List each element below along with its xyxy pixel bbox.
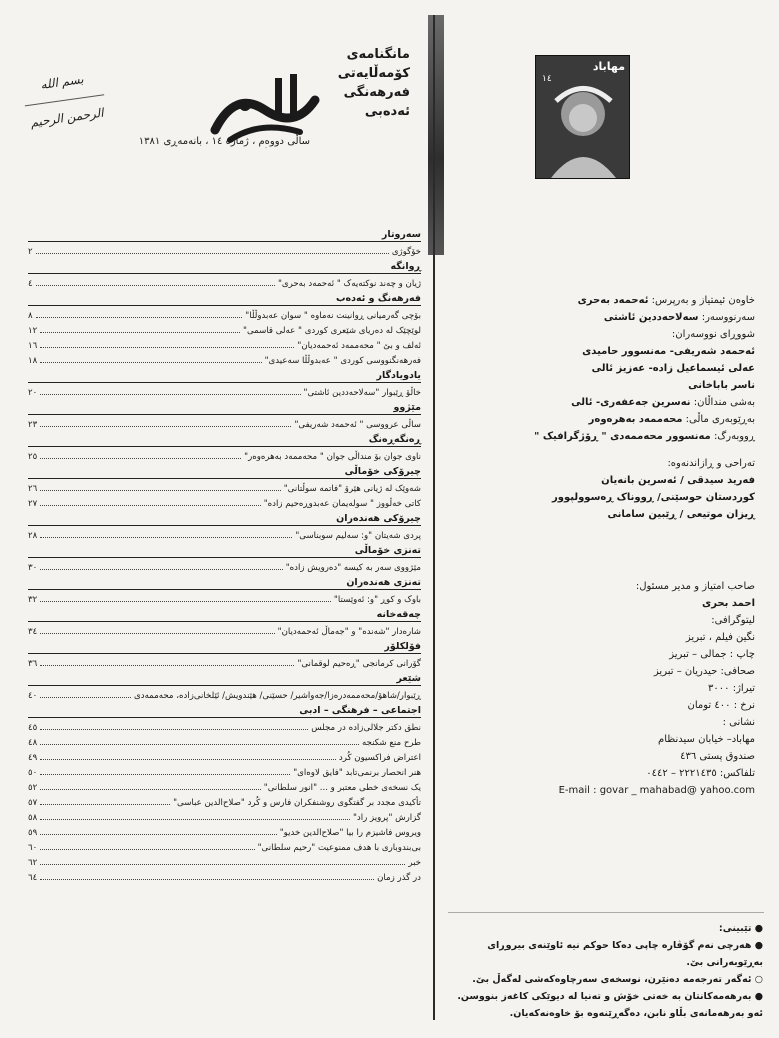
toc-entry[interactable]: [28, 794, 421, 808]
toc-section: [28, 606, 421, 637]
staff-row: سەرنووسەر: سەلاحەددین ئاشتی: [603, 312, 755, 323]
circulation-info: تیراژ: ٣٠٠٠: [708, 683, 755, 694]
notes-separator: [448, 912, 764, 913]
staff-row: ناسر باباخانی: [688, 380, 755, 391]
toc-entry-page: ٥٠: [28, 768, 38, 778]
toc-leader-dots: [40, 505, 260, 506]
title-line: کۆمەڵایەتی: [337, 66, 410, 81]
bismillah-calligraphy: بسم الله الرحمن الرحیم: [20, 59, 104, 107]
toc-section: [28, 510, 421, 541]
toc-entry-title: ساڵی عرووسی " ئەحمەد شەریفی": [294, 420, 421, 430]
print-info: چاپ : جمالی – تبریز: [669, 649, 755, 660]
toc-leader-dots: [40, 744, 359, 745]
toc-entry-title: بۆچی گەرمیانی ڕوانینت نەماوە " سوان عەبدوڵڵا": [245, 311, 421, 321]
staff-row: خاوەن ئیمتیاز و بەرپرس: ئەحمەد بەحری: [577, 295, 755, 306]
staff-row: بەڕێوبەری ماڵی: محەممەد بەهرەوەر: [588, 414, 755, 425]
toc-section-rule: [28, 621, 421, 622]
address-value: مهاباد– خیابان سیدنظام: [658, 734, 755, 745]
toc-entry[interactable]: [28, 719, 421, 733]
toc-entry-page: ١٦: [28, 341, 38, 351]
toc-leader-dots: [40, 362, 261, 363]
magazine-subtitle: [250, 45, 410, 121]
toc-section-heading: سەروتار: [381, 229, 421, 240]
toc-entry[interactable]: [28, 824, 421, 838]
toc-entry-title: خبر: [408, 858, 421, 868]
toc-entry-title: فەرهەنگنووسی کوردی " عەبدوڵڵا سەعیدی": [264, 356, 421, 366]
telfax-value: تلفاکس: ٢٢٢١٤٣٥ – ٠٤٤٢: [646, 768, 755, 779]
binding-info: صحافی: حیدریان – تبریز: [653, 666, 755, 677]
table-of-contents: [28, 225, 421, 883]
note-item: ● هەرچی نەم گۆڤارە چاپی دەکا حوکم نیە ئاوێنەی بیروڕای بەڕێوبەرانی بێ.: [487, 940, 763, 968]
owner-label: صاحب امتیاز و مدیر مسئول:: [635, 581, 755, 592]
toc-leader-dots: [40, 834, 276, 835]
toc-entry-page: ٤٩: [28, 753, 38, 763]
cover-image: [535, 55, 630, 179]
toc-entry[interactable]: [28, 243, 421, 257]
toc-entry-page: ٢٦: [28, 484, 38, 494]
toc-entry[interactable]: [28, 591, 421, 605]
toc-section: [28, 367, 421, 398]
staff-credits: [450, 292, 755, 523]
toc-entry-page: ٣٠: [28, 563, 38, 573]
toc-entry-title: کاتی خەڵووز " سولەیمان عەبدوڕەحیم زادە": [263, 499, 421, 509]
toc-section: [28, 431, 421, 462]
toc-leader-dots: [40, 804, 170, 805]
toc-entry-title: خۆگوژی: [391, 247, 421, 257]
price-info: نرخ : ٤٠٠ تومان: [687, 700, 755, 711]
toc-section-heading: فەرهەنگ و ئەدەب: [336, 293, 421, 304]
address-label: نشانی :: [722, 717, 755, 728]
toc-section-rule: [28, 717, 421, 718]
email-address[interactable]: E-mail : govar _ mahabad@ yahoo.com: [558, 785, 755, 796]
toc-entry-page: ٢٨: [28, 531, 38, 541]
toc-section: [28, 290, 421, 366]
toc-leader-dots: [40, 601, 331, 602]
toc-entry[interactable]: [28, 448, 421, 462]
toc-leader-dots: [40, 665, 294, 666]
litho-label: لیتوگرافی:: [711, 615, 755, 626]
staff-row: ڕووبەرگ: مەنسوور محەممەدی " ڕۆژگرافیک ": [534, 431, 755, 442]
toc-section-heading: مێژوو: [393, 402, 421, 413]
toc-leader-dots: [40, 490, 280, 491]
toc-entry[interactable]: [28, 779, 421, 793]
toc-entry-page: ٨: [28, 311, 33, 321]
design-names: ڕیزان موتیعی / ڕێبین سامانی: [607, 509, 755, 520]
toc-entry-title: باوک و کوڕ "و: ئەوێستا": [333, 595, 421, 605]
toc-leader-dots: [40, 729, 308, 730]
design-label: تەراحی و ڕازاندنەوە:: [667, 458, 755, 469]
toc-section: [28, 670, 421, 701]
toc-section-rule: [28, 685, 421, 686]
toc-entry-title: ڕێبوار/شاهۆ/محەممەدرەزا/جەواشیر/ حسێنی/ هێندویش/ ئێلخانی‌زادە، محەممەدی: [134, 691, 421, 701]
toc-entry-title: شارەدار "شەندە" و "جەماڵ ئەحمەدیان": [277, 627, 421, 637]
litho-value: نگین فیلم ، تبریز: [685, 632, 755, 643]
toc-section-heading: ڕوانگە: [390, 261, 421, 272]
toc-section-rule: [28, 589, 421, 590]
toc-section-heading: ڕەنگەڕەنگ: [368, 434, 421, 445]
toc-section: [28, 574, 421, 605]
toc-leader-dots: [36, 317, 243, 318]
toc-entry-title: ویروس فاشیزم را بیا "صلاح‌الدین خدیو": [279, 828, 421, 838]
svg-text:مهاباد: مهاباد: [265, 148, 268, 149]
toc-entry-page: ٢٠: [28, 388, 38, 398]
toc-section-heading: تەنزی هەندەران: [346, 577, 421, 588]
issue-info: ساڵی دووەم ، ژمارە ١٤ ، بانەمەڕی ١٣٨١: [138, 136, 310, 147]
toc-leader-dots: [40, 633, 274, 634]
publisher-info: [450, 578, 755, 799]
title-line: فەرهەنگی: [343, 85, 410, 100]
toc-entry[interactable]: [28, 655, 421, 669]
toc-section-heading: چیرۆکی هەندەران: [336, 513, 421, 524]
toc-leader-dots: [36, 285, 275, 286]
toc-entry-title: شەوێک لە ژیانی هێرۆ "فاتمە سوڵتانی": [283, 484, 421, 494]
toc-entry-title: طرح منع شکنجه: [361, 738, 421, 748]
toc-leader-dots: [40, 774, 290, 775]
toc-entry[interactable]: [28, 687, 421, 701]
toc-entry-title: در گذر زمان: [377, 873, 421, 883]
toc-entry-title: ژیان و چەند نوکتەیەک " ئەحمەد بەحری": [277, 279, 421, 289]
toc-entry-page: ٤٥: [28, 723, 38, 733]
toc-entry[interactable]: [28, 734, 421, 748]
toc-entry[interactable]: [28, 559, 421, 573]
toc-leader-dots: [40, 849, 254, 850]
toc-leader-dots: [40, 879, 374, 880]
staff-row: ئەحمەد شەریفی- مەنسوور حامیدی: [582, 346, 755, 357]
toc-entry-title: یک نسخه‌ی خطی معتبر و ... "انور سلطانی": [263, 783, 421, 793]
toc-section-rule: [28, 305, 421, 306]
toc-entry-page: ٥٩: [28, 828, 38, 838]
toc-entry-page: ٤: [28, 279, 33, 289]
cover-number: ١٤: [542, 74, 552, 84]
toc-entry-page: ٢٧: [28, 499, 38, 509]
toc-entry[interactable]: [28, 480, 421, 494]
toc-entry-page: ٤٠: [28, 691, 38, 701]
toc-leader-dots: [40, 332, 240, 333]
toc-entry[interactable]: [28, 337, 421, 351]
owner-name: احمد بحری: [702, 598, 755, 609]
toc-entry-title: ناوی جوان بۆ منداڵی جوان " محەممەد بەهرەوەر": [244, 452, 421, 462]
toc-entry-title: تأکیدی مجدد بر گفتگوی روشنفکران فارس و کُرد "صلاح‌الدین عباسی": [173, 798, 421, 808]
column-divider: [433, 15, 435, 1020]
toc-section: [28, 226, 421, 257]
toc-entry-title: نطق دکتر جلالی‌زاده در مجلس: [311, 723, 421, 733]
dark-scan-strip: [428, 15, 444, 255]
toc-section-heading: شێعر: [396, 673, 421, 684]
toc-leader-dots: [40, 458, 241, 459]
toc-section-rule: [28, 525, 421, 526]
toc-section: [28, 702, 421, 883]
toc-entry-title: اعتراض فراکسیون کُرد: [338, 753, 421, 763]
toc-entry[interactable]: [28, 275, 421, 289]
toc-entry-title: گۆرانی کرمانجی "ڕەحیم لوقمانی": [297, 659, 421, 669]
toc-entry-title: بی‌بندوباری با هدف ممنوعیت "رحیم سلطانی": [257, 843, 421, 853]
toc-leader-dots: [40, 789, 261, 790]
staff-row: عەلی ئیسماعیل زادە- عەزیز ئالی: [591, 363, 755, 374]
toc-section: [28, 463, 421, 509]
toc-entry-page: ٣٦: [28, 659, 38, 669]
toc-entry[interactable]: [28, 495, 421, 509]
toc-entry-page: ٦٠: [28, 843, 38, 853]
toc-entry-title: پردی شەیتان "و: سەلیم سوبناسی": [295, 531, 421, 541]
toc-entry-title: مێژووی سەر بە کیسە "دەرویش زادە": [285, 563, 421, 573]
toc-entry[interactable]: [28, 854, 421, 868]
toc-leader-dots: [40, 569, 282, 570]
toc-section: [28, 638, 421, 669]
toc-entry-title: ئەلف و بێ " محەممەد ئەحمەدیان": [297, 341, 421, 351]
toc-entry-page: ٣٢: [28, 595, 38, 605]
toc-section-rule: [28, 241, 421, 242]
toc-entry-title: خاڵۆ ڕێبوار "سەلاحەددین ئاشتی": [303, 388, 421, 398]
toc-section-rule: [28, 273, 421, 274]
toc-entry-page: ٢٣: [28, 420, 38, 430]
toc-leader-dots: [40, 864, 405, 865]
toc-section: [28, 542, 421, 573]
toc-entry-page: ٥٢: [28, 783, 38, 793]
toc-entry-page: ٥٧: [28, 798, 38, 808]
design-names: کوردستان حوسێنی/ ڕووناک ڕەسوولپوور: [552, 492, 755, 503]
design-names: فەرید سیدقی / ئەسرین بانەیان: [601, 475, 755, 486]
pobox-value: صندوق پستی ٤٣٦: [680, 751, 755, 762]
toc-entry-page: ٦٢: [28, 858, 38, 868]
toc-entry-page: ٣٤: [28, 627, 38, 637]
toc-section: [28, 399, 421, 430]
staff-row: بەشی منداڵان: نەسرین جەعفەری- ئالی: [571, 397, 755, 408]
toc-entry[interactable]: [28, 839, 421, 853]
toc-leader-dots: [40, 537, 292, 538]
notes-block: [448, 920, 763, 1022]
toc-section-heading: چیرۆکی خۆماڵی: [344, 466, 421, 477]
title-line: ئەدەبی: [364, 104, 410, 119]
toc-section-rule: [28, 382, 421, 383]
toc-entry[interactable]: [28, 527, 421, 541]
note-item: ● بەرهەمەکانتان بە خەتی خۆش و تەنیا لە دیوێکی کاغەز بنووسن.: [457, 991, 763, 1002]
toc-entry-page: ٦٤: [28, 873, 38, 883]
toc-entry[interactable]: [28, 322, 421, 336]
toc-entry-title: هنر انحصار برنمی‌تابد "فایق لاوەای": [293, 768, 421, 778]
toc-entry[interactable]: [28, 809, 421, 823]
toc-entry[interactable]: [28, 307, 421, 321]
toc-section-rule: [28, 446, 421, 447]
toc-entry[interactable]: [28, 749, 421, 763]
toc-section-rule: [28, 414, 421, 415]
toc-entry-page: ٥٨: [28, 813, 38, 823]
toc-entry-title: لوێچێک لە دەریای شێعری کوردی " عەلی قاسمی": [243, 326, 421, 336]
toc-section-heading: یادویادگار: [376, 370, 421, 381]
note-item: ئەو بەرهەمانەی بڵاو نابن، دەگەڕێنەوە بۆ خاوەنەکەیان.: [509, 1008, 763, 1019]
toc-section-rule: [28, 478, 421, 479]
staff-row: شووڕای نووسەران:: [671, 329, 755, 340]
notes-heading: ● تێبینی:: [718, 923, 763, 934]
toc-section-heading: فۆلکلۆر: [384, 641, 421, 652]
toc-entry[interactable]: [28, 623, 421, 637]
toc-section-rule: [28, 653, 421, 654]
toc-section-heading: چەقەخانە: [376, 609, 421, 620]
toc-leader-dots: [36, 253, 389, 254]
toc-entry-title: گزارش "پرویز راد": [352, 813, 421, 823]
toc-entry[interactable]: [28, 352, 421, 366]
toc-leader-dots: [40, 426, 291, 427]
toc-leader-dots: [40, 819, 350, 820]
toc-section-rule: [28, 557, 421, 558]
toc-entry-page: ٢: [28, 247, 33, 257]
toc-entry[interactable]: [28, 384, 421, 398]
toc-entry[interactable]: [28, 869, 421, 883]
toc-leader-dots: [40, 697, 131, 698]
toc-entry-page: ٤٨: [28, 738, 38, 748]
toc-leader-dots: [40, 347, 294, 348]
toc-entry[interactable]: [28, 416, 421, 430]
cover-title: مهاباد: [592, 60, 625, 73]
toc-section-heading: تەنزی خۆماڵی: [354, 545, 421, 556]
toc-entry-page: ١٨: [28, 356, 38, 366]
toc-entry-page: ١٢: [28, 326, 38, 336]
toc-leader-dots: [40, 394, 300, 395]
toc-entry-page: ٢٥: [28, 452, 38, 462]
toc-leader-dots: [40, 759, 336, 760]
title-line: مانگنامەی: [346, 47, 410, 62]
toc-section: [28, 258, 421, 289]
toc-section-heading: اجتماعی – فرهنگی – ادبی: [299, 705, 421, 716]
note-item: ○ ئەگەر تەرجەمە دەنێرن، نوسخەی سەرچاوەکەشی لەگەڵ بێ.: [472, 974, 763, 985]
toc-entry[interactable]: [28, 764, 421, 778]
